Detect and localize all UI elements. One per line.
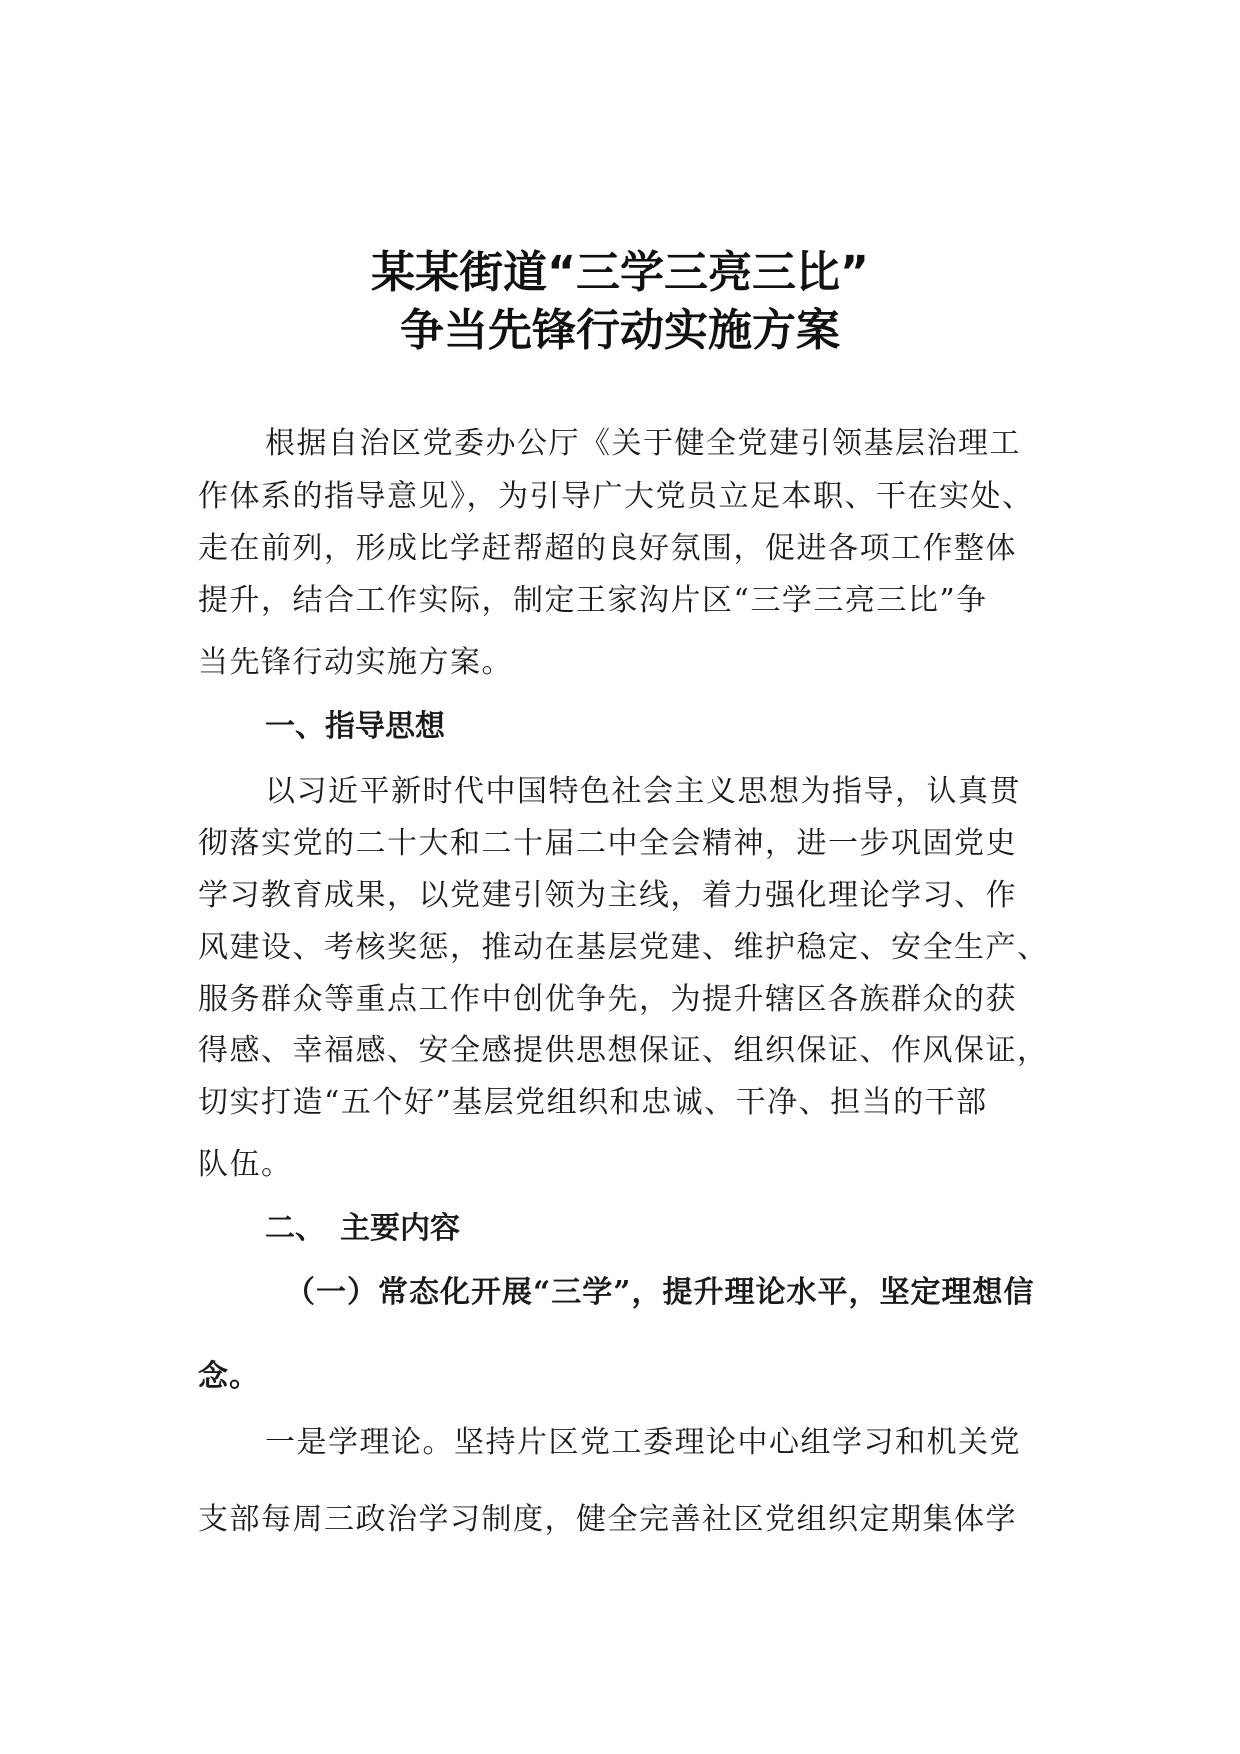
- section-heading-main-content: 二、 主要内容: [265, 1211, 460, 1246]
- subsection-heading-1: （一）常态化开展“三学”，提升理论水平，坚定理想信: [285, 1275, 1035, 1310]
- section1-line-8: 队伍。: [198, 1147, 293, 1182]
- section1-line-5: 服务群众等重点工作中创优争先，为提升辖区各族群众的获: [198, 982, 1017, 1017]
- section1-line-6: 得感、幸福感、安全感提供思想保证、组织保证、作风保证，: [198, 1033, 1049, 1068]
- subsection1-body-line-1: 一是学理论。坚持片区党工委理论中心组学习和机关党: [265, 1425, 1021, 1460]
- section-heading-guiding-thought: 一、指导思想: [265, 709, 445, 744]
- section1-line-7: 切实打造“五个好”基层党组织和忠诚、干净、担当的干部: [198, 1085, 988, 1120]
- subsection-heading-1-cont: 念。: [198, 1359, 260, 1394]
- section1-line-4: 风建设、考核奖惩，推动在基层党建、维护稳定、安全生产、: [198, 930, 1049, 965]
- title-line-2: 争当先锋行动实施方案: [400, 305, 840, 356]
- intro-line-4: 提升，结合工作实际，制定王家沟片区“三学三亮三比”争: [198, 583, 988, 618]
- intro-line-2: 作体系的指导意见》，为引导广大党员立足本职、干在实处、: [198, 479, 1034, 514]
- title-line-1: 某某街道“三学三亮三比”: [371, 247, 869, 298]
- section1-line-2: 彻落实党的二十大和二十届二中全会精神，进一步巩固党史: [198, 826, 1017, 861]
- section1-line-3: 学习教育成果，以党建引领为主线，着力强化理论学习、作: [198, 878, 1017, 913]
- subsection1-body-line-2: 支部每周三政治学习制度，健全完善社区党组织定期集体学: [198, 1502, 1017, 1537]
- intro-line-3: 走在前列，形成比学赶帮超的良好氛围，促进各项工作整体: [198, 531, 1017, 566]
- intro-line-5: 当先锋行动实施方案。: [198, 645, 513, 680]
- section1-line-1: 以习近平新时代中国特色社会主义思想为指导，认真贯: [265, 774, 1021, 809]
- intro-line-1: 根据自治区党委办公厅《关于健全党建引领基层治理工: [265, 426, 1021, 461]
